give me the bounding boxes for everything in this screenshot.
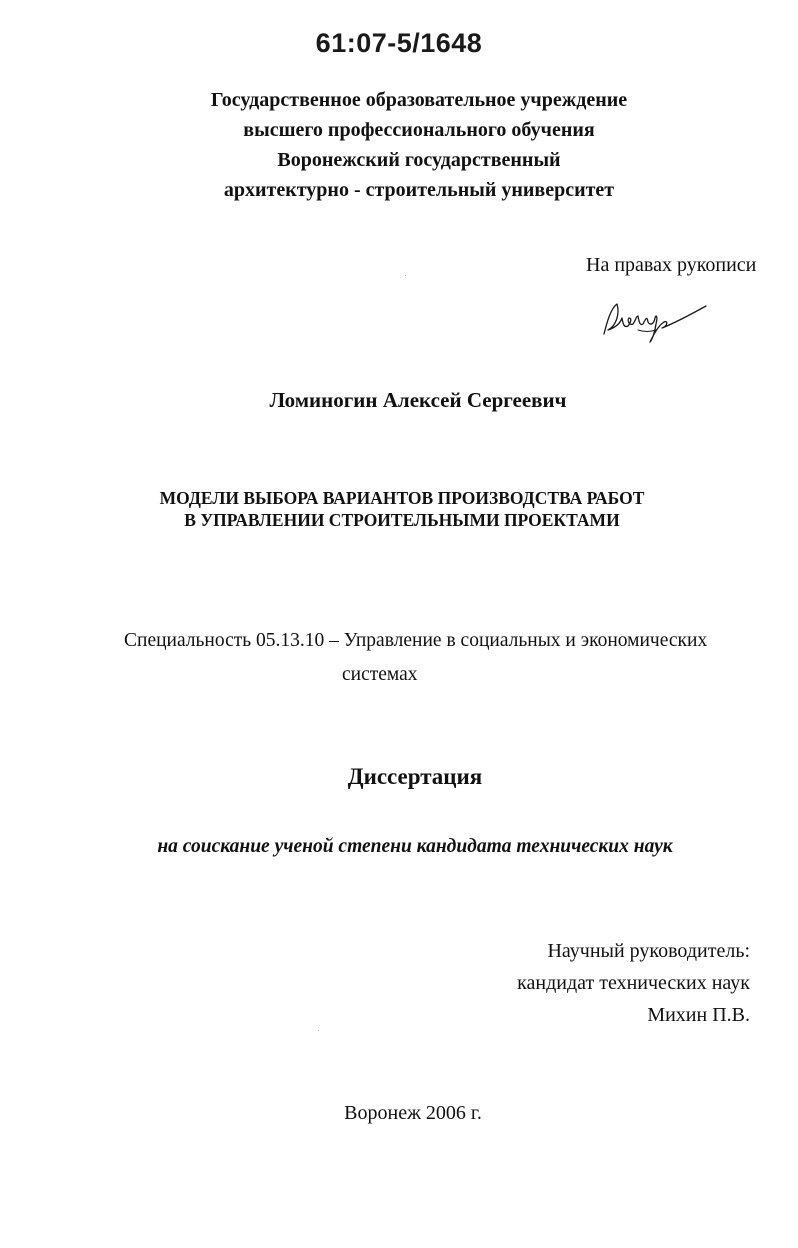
city-year: Воронеж 2006 г.	[344, 1102, 482, 1124]
scan-speck	[405, 275, 406, 276]
archive-code: 61:07-5/1648	[315, 28, 483, 58]
organization-line: Воронежский государственный	[277, 149, 561, 171]
specialty-line-continued: системах	[342, 664, 418, 685]
supervisor-degree: кандидат технических наук	[517, 972, 750, 994]
author-name: Ломиногин Алексей Сергеевич	[269, 388, 567, 412]
scan-speck	[318, 1030, 319, 1031]
organization-line: высшего профессионального обучения	[243, 119, 595, 141]
thesis-title-line: В УПРАВЛЕНИИ СТРОИТЕЛЬНЫМИ ПРОЕКТАМИ	[184, 510, 620, 530]
organization-line: Государственное образовательное учреждение	[210, 89, 628, 111]
supervisor-name: Михин П.В.	[647, 1004, 750, 1026]
thesis-title-line: МОДЕЛИ ВЫБОРА ВАРИАНТОВ ПРОИЗВОДСТВА РАБОТ	[159, 488, 645, 508]
specialty-line: Специальность 05.13.10 – Управление в социальных и экономических	[124, 630, 708, 651]
degree-statement: на соискание ученой степени кандидата технических наук	[157, 836, 673, 857]
organization-line: архитектурно - строительный университет	[223, 179, 615, 201]
handwritten-signature	[598, 296, 716, 346]
document-type-heading: Диссертация	[347, 764, 483, 789]
supervisor-block	[517, 935, 750, 1031]
organization-block	[0, 85, 798, 205]
manuscript-rights-note: На правах рукописи	[586, 254, 757, 276]
thesis-title	[0, 487, 798, 531]
supervisor-label: Научный руководитель:	[547, 940, 750, 962]
